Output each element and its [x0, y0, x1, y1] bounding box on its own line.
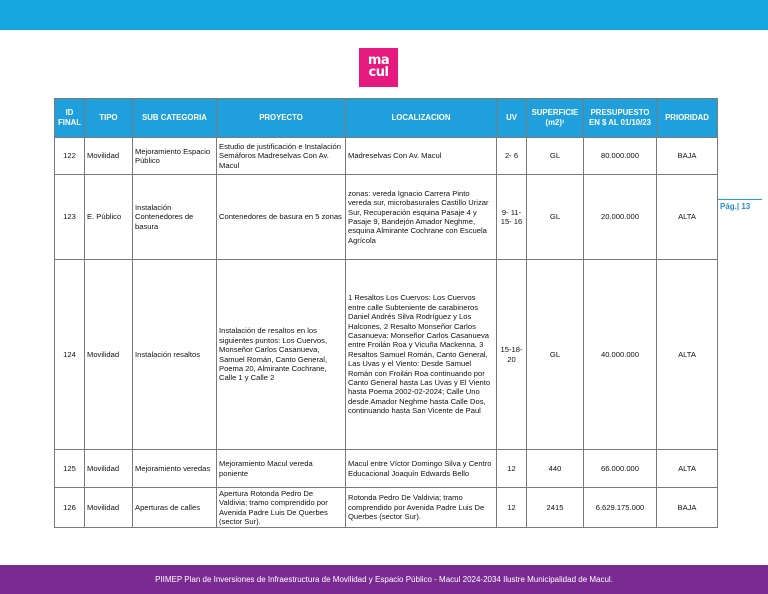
cell-id: 122	[55, 138, 85, 175]
cell-prioridad: BAJA	[657, 488, 718, 528]
cell-uv: 12	[497, 488, 527, 528]
cell-prioridad: ALTA	[657, 175, 718, 260]
table-row	[55, 138, 718, 175]
cell-uv: 2- 6	[497, 138, 527, 175]
cell-uv: 9- 11- 15- 16	[497, 175, 527, 260]
page-number-rule	[718, 199, 762, 200]
cell-subcategoria: Mejoramiento Espacio Público	[133, 138, 217, 175]
col-header-superficie: SUPERFICIE (m2)¹	[527, 99, 584, 138]
cell-subcategoria: Aperturas de calles	[133, 488, 217, 528]
cell-localizacion: Madreselvas Con Av. Macul	[346, 138, 497, 175]
projects-table	[54, 98, 718, 528]
col-header-id: ID FINAL	[55, 99, 85, 138]
col-header-localizacion: LOCALIZACION	[346, 99, 497, 138]
table-row	[55, 175, 718, 260]
table-row	[55, 488, 718, 528]
cell-uv: 12	[497, 450, 527, 488]
cell-tipo: Movilidad	[85, 488, 133, 528]
cell-presupuesto: 20.000.000	[584, 175, 657, 260]
footer-text: PIIMEP Plan de Inversiones de Infraestructura de Movilidad y Espacio Público - Macul 2024-2034 Ilustre Municipalidad de Macul.	[155, 575, 613, 584]
col-header-tipo: TIPO	[85, 99, 133, 138]
cell-proyecto: Contenedores de basura en 5 zonas	[217, 175, 346, 260]
cell-tipo: E. Público	[85, 175, 133, 260]
cell-presupuesto: 80.000.000	[584, 138, 657, 175]
cell-presupuesto: 40.000.000	[584, 260, 657, 450]
col-header-prioridad: PRIORIDAD	[657, 99, 718, 138]
table-row	[55, 450, 718, 488]
top-color-band	[0, 0, 768, 30]
cell-presupuesto: 66.000.000	[584, 450, 657, 488]
cell-proyecto: Estudio de justificación e Instalación Semáforos Madreselvas Con Av. Macul	[217, 138, 346, 175]
cell-proyecto: Apertura Rotonda Pedro De Valdivia; tramo comprendido por Avenida Padre Luis De Querbes (sector Sur).	[217, 488, 346, 528]
cell-presupuesto: 6.629.175.000	[584, 488, 657, 528]
cell-superficie: 440	[527, 450, 584, 488]
logo-line-2: cul	[368, 65, 389, 80]
cell-tipo: Movilidad	[85, 260, 133, 450]
cell-superficie: GL	[527, 175, 584, 260]
cell-subcategoria: Instalación Contenedores de basura	[133, 175, 217, 260]
cell-id: 123	[55, 175, 85, 260]
cell-localizacion: zonas: vereda Ignacio Carrera Pinto vereda sur, microbasurales Castillo Urizar Sur, Recuperación esquina Pasaje 4 y Pasaje 9, Bandejón Amador Neghme, esquina Almirante Cochrane con Escuela Agrícola	[346, 175, 497, 260]
col-header-presupuesto: PRESUPUESTO EN $ AL 01/10/23	[584, 99, 657, 138]
cell-superficie: GL	[527, 260, 584, 450]
cell-localizacion: 1 Resaltos Los Cuervos: Los Cuervos entre calle Subteniente de carabineros Daniel Andrés Silva Rodríguez y Los Halcones, 2 Resalto Monseñor Carlos Casanueva: Monseñor Carlos Casanueva entre Froilán Roa y Vicuña Mackenna, 3 Resaltos Samuel Román, Canto General, Las Uvas y el Viento: Desde Samuel Román con Froilán Roa continuando por Canto General hasta Las Uvas y El Viento hasta Poema 2002-02-2024; Calle Uno desde Amador Neghme hasta Calle Dos, continuando hasta San Vicente de Paul	[346, 260, 497, 450]
logo-line-1: ma	[367, 53, 390, 68]
cell-prioridad: ALTA	[657, 260, 718, 450]
cell-tipo: Movilidad	[85, 450, 133, 488]
col-header-subcategoria: SUB CATEGORIA	[133, 99, 217, 138]
col-header-proyecto: PROYECTO	[217, 99, 346, 138]
cell-id: 125	[55, 450, 85, 488]
cell-prioridad: BAJA	[657, 138, 718, 175]
cell-subcategoria: Instalación resaltos	[133, 260, 217, 450]
cell-tipo: Movilidad	[85, 138, 133, 175]
table-row	[55, 260, 718, 450]
cell-uv: 15-18- 20	[497, 260, 527, 450]
col-header-uv: UV	[497, 99, 527, 138]
cell-superficie: GL	[527, 138, 584, 175]
cell-localizacion: Rotonda Pedro De Valdivia; tramo comprendido por Avenida Padre Luis De Querbes (sector Sur).	[346, 488, 497, 528]
cell-id: 126	[55, 488, 85, 528]
footer-band	[0, 565, 768, 594]
table-header-row	[55, 99, 718, 138]
page-number: Pág.| 13	[720, 202, 751, 211]
cell-prioridad: ALTA	[657, 450, 718, 488]
cell-superficie: 2415	[527, 488, 584, 528]
cell-proyecto: Mejoramiento Macul vereda poniente	[217, 450, 346, 488]
macul-logo	[359, 48, 398, 87]
cell-proyecto: Instalación de resaltos en los siguientes puntos: Los Cuervos, Monseñor Carlos Casanueva, Samuel Román, Canto General, Poema 20, Almirante Cochrane, Calle 1 y Calle 2	[217, 260, 346, 450]
cell-localizacion: Macul entre Víctor Domingo Silva y Centro Educacional Joaquín Edwards Bello	[346, 450, 497, 488]
cell-id: 124	[55, 260, 85, 450]
cell-subcategoria: Mejoramiento veredas	[133, 450, 217, 488]
